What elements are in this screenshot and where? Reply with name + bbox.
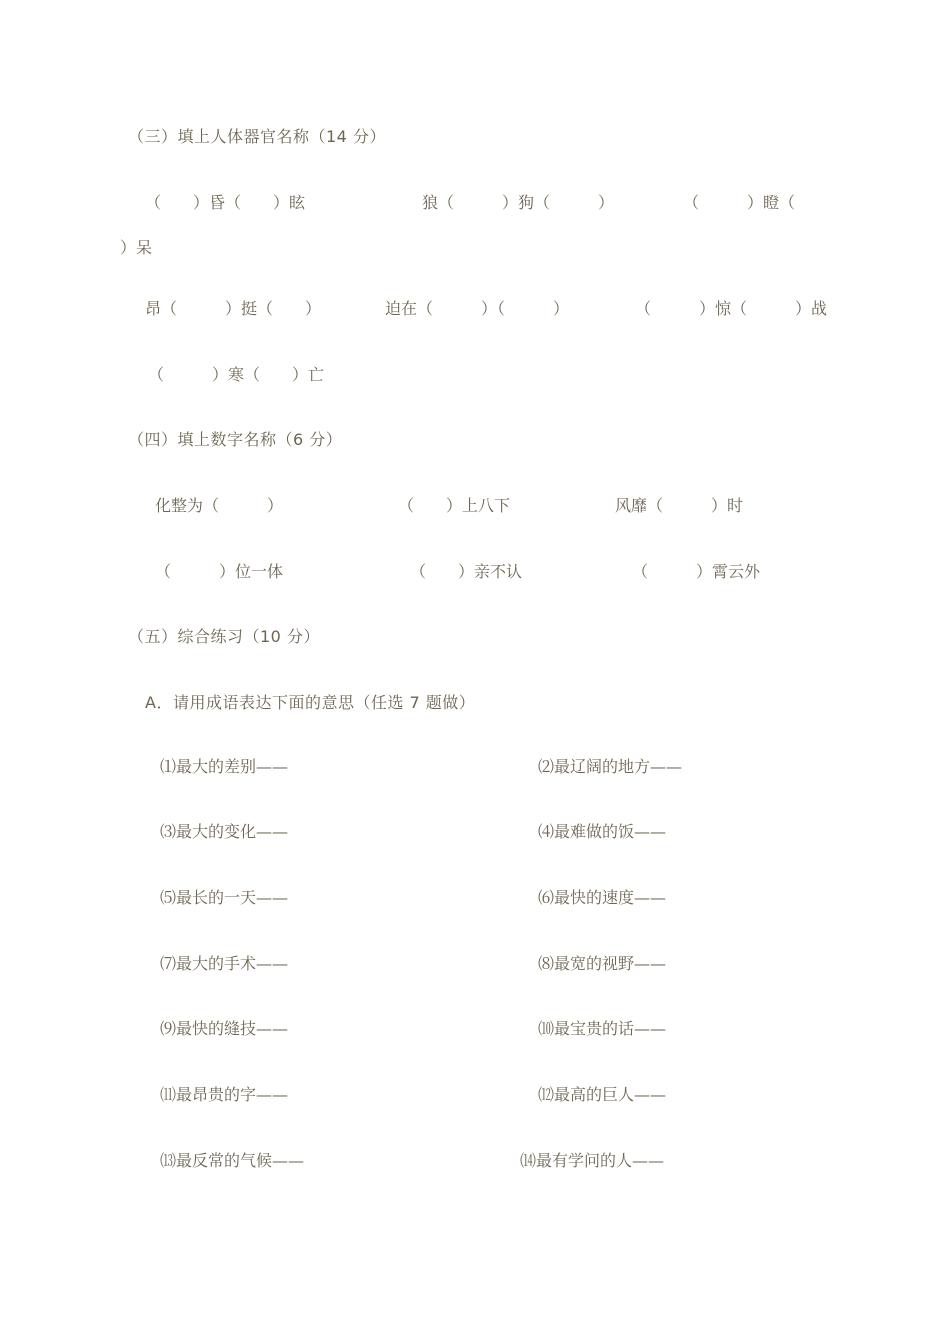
organ-blank-7: （ ）寒（ ）亡	[148, 365, 325, 384]
organ-blank-4: 昂（ ）挺（ ）	[145, 299, 322, 318]
section-heading-organs: （三）填上人体器官名称（14 分）	[128, 127, 386, 146]
section-heading-practice: （五）综合练习（10 分）	[128, 627, 320, 646]
number-blank-3: 风靡（ ）时	[615, 496, 744, 515]
idiom-item-9: ⑼最快的缝技——	[160, 1019, 289, 1038]
organ-blank-3: （ ）瞪（	[683, 193, 796, 212]
idiom-item-2: ⑵最辽阔的地方——	[538, 757, 683, 776]
idiom-item-5: ⑸最长的一天——	[160, 888, 289, 907]
number-blank-1: 化整为（ ）	[155, 496, 284, 515]
organ-blank-2: 狼（ ）狗（ ）	[422, 193, 615, 212]
idiom-item-11: ⑾最昂贵的字——	[160, 1085, 289, 1104]
idiom-item-13: ⒀最反常的气候——	[160, 1151, 305, 1170]
idiom-item-4: ⑷最难做的饭——	[538, 822, 667, 841]
idiom-item-7: ⑺最大的手术——	[160, 954, 289, 973]
section-heading-numbers: （四）填上数字名称（6 分）	[128, 430, 343, 449]
number-blank-4: （ ）位一体	[155, 562, 284, 581]
number-blank-2: （ ）上八下	[398, 496, 511, 515]
organ-blank-1: （ ）昏（ ）眩	[145, 193, 306, 212]
idiom-item-14: ⒁最有学问的人——	[520, 1151, 665, 1170]
organ-blank-6: （ ）惊（ ）战	[635, 299, 828, 318]
idiom-item-12: ⑿最高的巨人——	[538, 1085, 667, 1104]
organ-blank-5: 迫在（ ）（ ）	[385, 299, 570, 318]
idiom-item-10: ⑽最宝贵的话——	[538, 1019, 667, 1038]
number-blank-5: （ ）亲不认	[410, 562, 523, 581]
practice-instruction: A．请用成语表达下面的意思（任选 7 题做）	[145, 693, 476, 712]
number-blank-6: （ ）霄云外	[632, 562, 761, 581]
idiom-item-8: ⑻最宽的视野——	[538, 954, 667, 973]
organ-blank-3-wrap: ）呆	[120, 238, 153, 257]
idiom-item-1: ⑴最大的差别——	[160, 757, 289, 776]
idiom-item-6: ⑹最快的速度——	[538, 888, 667, 907]
idiom-item-3: ⑶最大的变化——	[160, 822, 289, 841]
